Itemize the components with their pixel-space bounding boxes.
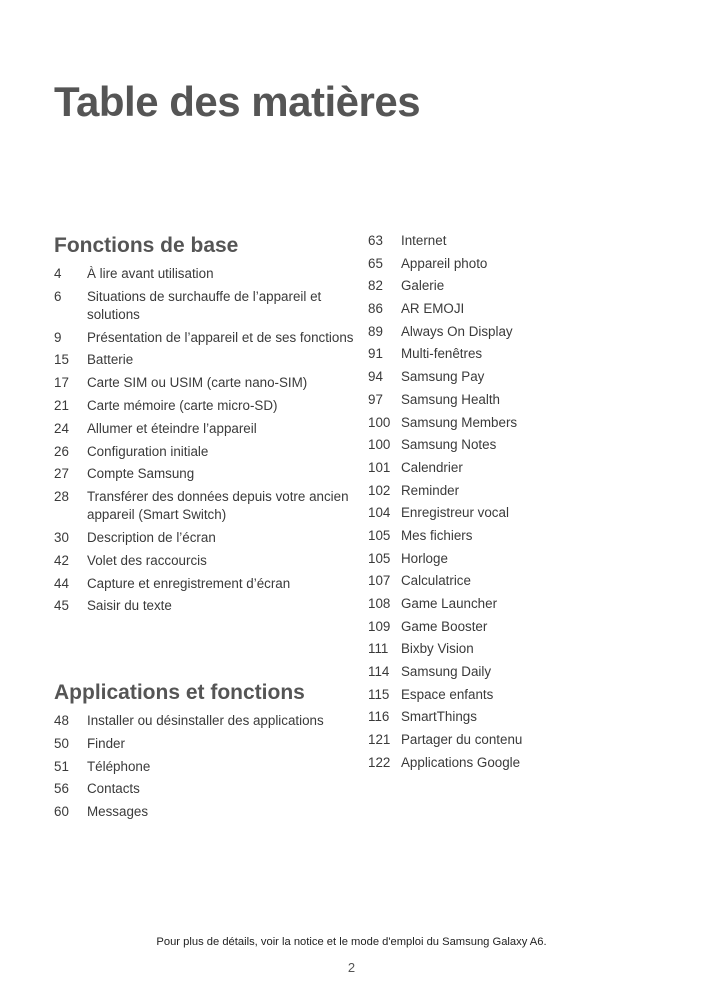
toc-entry-title: Installer ou désinstaller des applications xyxy=(87,713,324,728)
toc-entry-title: Espace enfants xyxy=(401,686,494,702)
toc-page-number: 97 xyxy=(368,391,383,407)
toc-entry-title: Game Booster xyxy=(401,618,488,634)
toc-page-number: 105 xyxy=(368,550,391,566)
toc-entry[interactable] xyxy=(54,758,354,776)
toc-entry[interactable] xyxy=(368,323,688,341)
toc-entry[interactable] xyxy=(54,351,354,369)
toc-page-number: 121 xyxy=(368,732,391,748)
toc-page-number: 56 xyxy=(54,781,69,797)
toc-entry[interactable] xyxy=(368,368,688,386)
toc-entry[interactable] xyxy=(54,780,354,798)
footer-note: Pour plus de détails, voir la notice et le mode d'emploi du Samsung Galaxy A6. xyxy=(156,936,547,948)
toc-entry[interactable] xyxy=(368,572,688,590)
toc-page-number: 102 xyxy=(368,482,391,498)
toc-page-number: 122 xyxy=(368,754,391,770)
toc-entry-title: Carte mémoire (carte micro-SD) xyxy=(87,397,278,413)
toc-entry[interactable] xyxy=(368,255,688,273)
toc-entry-title: Applications Google xyxy=(401,754,521,770)
toc-entry[interactable] xyxy=(54,443,354,461)
toc-page-number: 26 xyxy=(54,443,69,459)
toc-page-number: 45 xyxy=(54,598,69,614)
toc-page-number: 17 xyxy=(54,375,69,391)
toc-entry-title: AR EMOJI xyxy=(401,301,465,317)
section-heading-fonctions-de-base: Fonctions de base xyxy=(54,234,239,257)
toc-page-number: 4 xyxy=(54,266,62,281)
toc-page-number: 101 xyxy=(368,459,391,475)
toc-entry-title: Saisir du texte xyxy=(87,598,172,614)
toc-entry-title: Enregistreur vocal xyxy=(401,505,509,521)
toc-page-number: 65 xyxy=(368,255,383,271)
toc-entry-title: Batterie xyxy=(87,352,134,368)
toc-page-number: 48 xyxy=(54,713,69,728)
toc-page-number: 9 xyxy=(54,329,62,345)
toc-entry-title: Transférer des données depuis votre ancien appareil (Smart Switch) xyxy=(87,489,349,523)
toc-entry-title: Calendrier xyxy=(401,459,463,475)
toc-page-number: 60 xyxy=(54,804,69,820)
toc-page-number: 116 xyxy=(368,709,390,725)
toc-page-number: 86 xyxy=(368,301,383,317)
toc-entry-title: Internet xyxy=(401,233,447,248)
toc-entry[interactable] xyxy=(54,288,354,324)
toc-entry[interactable] xyxy=(368,550,688,568)
toc-entry[interactable] xyxy=(54,529,354,547)
toc-page-number: 50 xyxy=(54,735,69,751)
toc-entry-title: Finder xyxy=(87,735,125,751)
toc-entry[interactable] xyxy=(368,731,688,749)
toc-entry-title: Capture et enregistrement d’écran xyxy=(87,575,291,591)
toc-page-number: 6 xyxy=(54,288,62,304)
toc-page-number: 115 xyxy=(368,686,390,702)
toc-entry-title: SmartThings xyxy=(401,709,477,725)
toc-page-number: 89 xyxy=(368,323,383,339)
toc-page-number: 28 xyxy=(54,489,69,505)
toc-entry-title: Multi-fenêtres xyxy=(401,346,483,362)
toc-page-number: 104 xyxy=(368,505,391,521)
toc-entry-title: Compte Samsung xyxy=(87,466,195,482)
toc-page-number: 82 xyxy=(368,278,383,294)
toc-entry[interactable] xyxy=(368,436,688,454)
toc-entry[interactable] xyxy=(368,640,688,658)
toc-page-number: 91 xyxy=(368,346,383,362)
toc-entry[interactable] xyxy=(54,597,354,615)
toc-page-number: 114 xyxy=(368,664,390,680)
toc-entry-title: Carte SIM ou USIM (carte nano-SIM) xyxy=(87,375,308,391)
toc-page-number: 100 xyxy=(368,437,391,453)
toc-entry[interactable] xyxy=(368,686,688,704)
toc-list-fonctions-de-base xyxy=(54,265,354,620)
toc-page-number: 94 xyxy=(368,369,383,385)
toc-entry[interactable] xyxy=(368,482,688,500)
toc-page-number: 100 xyxy=(368,414,391,430)
toc-entry[interactable] xyxy=(54,465,354,483)
toc-entry[interactable] xyxy=(368,618,688,636)
toc-entry[interactable] xyxy=(54,735,354,753)
toc-entry[interactable] xyxy=(368,345,688,363)
toc-entry-title: Galerie xyxy=(401,278,445,294)
toc-entry[interactable] xyxy=(54,575,354,593)
toc-entry-title: Partager du contenu xyxy=(401,732,523,748)
toc-entry-title: Volet des raccourcis xyxy=(87,552,207,568)
toc-page-number: 24 xyxy=(54,420,69,436)
toc-entry-title: Allumer et éteindre l’appareil xyxy=(87,420,257,436)
toc-page-number: 30 xyxy=(54,529,69,545)
toc-entry[interactable] xyxy=(368,595,688,613)
toc-entry[interactable] xyxy=(368,708,688,726)
toc-entry-title: Samsung Notes xyxy=(401,437,497,453)
toc-entry-title: Situations de surchauffe de l’appareil et solutions xyxy=(87,288,322,322)
toc-entry[interactable] xyxy=(368,277,688,295)
toc-entry[interactable] xyxy=(368,754,688,772)
toc-entry-title: Samsung Pay xyxy=(401,369,485,385)
toc-list-applications-et-fonctions xyxy=(54,712,354,826)
toc-list-right-column xyxy=(368,232,688,777)
toc-page-number: 105 xyxy=(368,527,391,543)
toc-entry[interactable] xyxy=(54,552,354,570)
page-number: 2 xyxy=(347,960,356,975)
toc-entry[interactable] xyxy=(368,527,688,545)
toc-entry-title: Description de l’écran xyxy=(87,529,216,545)
toc-entry[interactable] xyxy=(368,414,688,432)
toc-entry[interactable] xyxy=(54,712,354,730)
toc-entry[interactable] xyxy=(368,232,688,250)
toc-entry[interactable] xyxy=(368,504,688,522)
toc-entry-title: À lire avant utilisation xyxy=(87,266,214,281)
toc-entry[interactable] xyxy=(54,488,354,524)
toc-page-number: 27 xyxy=(54,466,69,482)
toc-page-number: 15 xyxy=(54,352,69,368)
toc-entry-title: Mes fichiers xyxy=(401,527,473,543)
toc-page-number: 51 xyxy=(54,758,69,774)
toc-entry[interactable] xyxy=(54,265,354,283)
toc-entry-title: Calculatrice xyxy=(401,573,471,589)
toc-page-number: 108 xyxy=(368,596,391,611)
toc-page-number: 42 xyxy=(54,552,69,568)
toc-entry[interactable] xyxy=(368,459,688,477)
toc-entry[interactable] xyxy=(54,329,354,347)
toc-entry-title: Présentation de l’appareil et de ses fonctions xyxy=(87,329,354,345)
toc-entry-title: Samsung Health xyxy=(401,391,500,407)
toc-entry[interactable] xyxy=(368,391,688,409)
toc-entry-title: Appareil photo xyxy=(401,255,488,271)
toc-entry[interactable] xyxy=(368,663,688,681)
toc-entry[interactable] xyxy=(54,397,354,415)
toc-page-number: 107 xyxy=(368,573,391,589)
toc-entry[interactable] xyxy=(54,420,354,438)
toc-entry-title: Horloge xyxy=(401,550,448,566)
toc-page-number: 44 xyxy=(54,575,69,591)
toc-entry-title: Contacts xyxy=(87,781,140,797)
toc-entry[interactable] xyxy=(368,300,688,318)
toc-entry-title: Game Launcher xyxy=(401,596,498,611)
toc-page-number: 109 xyxy=(368,618,391,634)
toc-entry-title: Bixby Vision xyxy=(401,641,474,657)
toc-entry[interactable] xyxy=(54,803,354,821)
toc-entry-title: Always On Display xyxy=(401,323,513,339)
page-title: Table des matières xyxy=(54,78,421,125)
toc-entry-title: Configuration initiale xyxy=(87,443,209,459)
toc-entry-title: Samsung Daily xyxy=(401,664,492,680)
toc-entry-title: Reminder xyxy=(401,482,460,498)
toc-page-number: 21 xyxy=(54,397,69,413)
toc-entry[interactable] xyxy=(54,374,354,392)
section-heading-applications-et-fonctions: Applications et fonctions xyxy=(54,681,305,704)
toc-page-number: 111 xyxy=(368,641,389,657)
toc-entry-title: Messages xyxy=(87,804,149,820)
toc-entry-title: Samsung Members xyxy=(401,414,518,430)
toc-page-number: 63 xyxy=(368,233,383,248)
toc-entry-title: Téléphone xyxy=(87,758,151,774)
